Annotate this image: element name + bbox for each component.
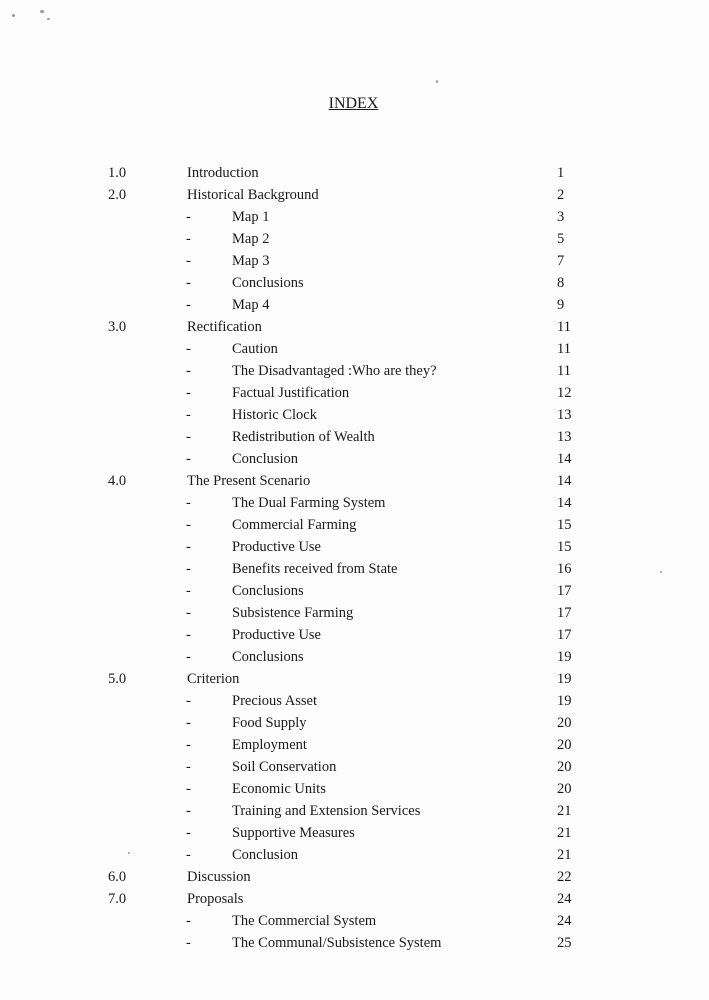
page-number: 15 [557,539,572,555]
entry-label: The Disadvantaged :Who are they? [232,363,437,379]
entry-label: Rectification [187,319,262,335]
toc-section [0,668,709,690]
toc-subentry [0,558,709,580]
toc-subentry [0,404,709,426]
page-number: 25 [557,935,572,951]
toc-subentry [0,800,709,822]
entry-label: Historical Background [187,187,319,203]
subentry-dash: - [186,693,191,709]
subentry-dash: - [186,737,191,753]
entry-label: Subsistence Farming [232,605,354,621]
page-number: 20 [557,759,572,775]
entry-label: Map 2 [232,231,270,247]
entry-label: Supportive Measures [232,825,355,841]
toc-subentry [0,756,709,778]
subentry-dash: - [186,649,191,665]
page-number: 16 [557,561,572,577]
entry-label: Precious Asset [232,693,317,709]
subentry-dash: - [186,825,191,841]
entry-label: Training and Extension Services [232,803,421,819]
index-title [0,95,709,113]
toc-subentry [0,448,709,470]
toc-subentry [0,822,709,844]
toc-section [0,866,709,888]
toc-subentry [0,646,709,668]
page-number: 19 [557,671,572,687]
page-number: 7 [557,253,565,269]
entry-label: Conclusion [232,847,299,863]
toc-subentry [0,294,709,316]
entry-label: Caution [232,341,278,357]
page-number: 21 [557,825,572,841]
subentry-dash: - [186,407,191,423]
toc-section [0,162,709,184]
subentry-dash: - [186,715,191,731]
scan-speck [12,14,15,17]
toc-section [0,470,709,492]
scan-speck [47,18,50,20]
subentry-dash: - [186,935,191,951]
subentry-dash: - [186,297,191,313]
page-number: 11 [557,363,571,379]
page-number: 11 [557,319,571,335]
page-number: 12 [557,385,572,401]
page-number: 14 [557,473,572,489]
page-number: 17 [557,605,572,621]
scan-speck [436,80,438,83]
toc-subentry [0,206,709,228]
page-number: 14 [557,495,572,511]
toc-subentry [0,734,709,756]
subentry-dash: - [186,627,191,643]
subentry-dash: - [186,385,191,401]
section-number: 3.0 [108,319,127,335]
page-number: 24 [557,891,572,907]
toc-subentry [0,778,709,800]
section-number: 4.0 [108,473,127,489]
subentry-dash: - [186,275,191,291]
toc-subentry [0,536,709,558]
page-number: 5 [557,231,565,247]
entry-label: Map 4 [232,297,270,313]
page-number: 9 [557,297,565,313]
subentry-dash: - [186,363,191,379]
entry-label: Map 1 [232,209,270,225]
entry-label: Redistribution of Wealth [232,429,375,445]
toc-subentry [0,910,709,932]
toc-section [0,316,709,338]
toc-subentry [0,580,709,602]
page-number: 2 [557,187,565,203]
page-number: 24 [557,913,572,929]
toc-subentry [0,690,709,712]
entry-label: Soil Conservation [232,759,337,775]
toc-subentry [0,272,709,294]
page-number: 20 [557,737,572,753]
entry-label: Conclusions [232,583,304,599]
entry-label: Discussion [187,869,251,885]
toc-subentry [0,382,709,404]
subentry-dash: - [186,561,191,577]
section-number: 1.0 [108,165,127,181]
toc-subentry [0,602,709,624]
subentry-dash: - [186,847,191,863]
subentry-dash: - [186,781,191,797]
toc-subentry [0,360,709,382]
entry-label: Historic Clock [232,407,317,423]
toc-subentry [0,250,709,272]
subentry-dash: - [186,495,191,511]
section-number: 5.0 [108,671,127,687]
entry-label: Benefits received from State [232,561,398,577]
entry-label: Economic Units [232,781,326,797]
page-number: 21 [557,847,572,863]
page-number: 13 [557,407,572,423]
page-number: 1 [557,165,565,181]
toc-subentry [0,932,709,954]
toc-section [0,888,709,910]
entry-label: The Communal/Subsistence System [232,935,442,951]
toc-subentry [0,492,709,514]
entry-label: Productive Use [232,627,321,643]
subentry-dash: - [186,539,191,555]
subentry-dash: - [186,759,191,775]
entry-label: Conclusions [232,275,304,291]
page-number: 11 [557,341,571,357]
entry-label: Conclusion [232,451,299,467]
toc-subentry [0,426,709,448]
page-number: 19 [557,649,572,665]
page-number: 17 [557,583,572,599]
page-number: 3 [557,209,565,225]
subentry-dash: - [186,605,191,621]
toc-section [0,184,709,206]
page-number: 19 [557,693,572,709]
subentry-dash: - [186,583,191,599]
section-number: 2.0 [108,187,127,203]
subentry-dash: - [186,913,191,929]
subentry-dash: - [186,341,191,357]
toc-subentry [0,712,709,734]
page-number: 8 [557,275,565,291]
entry-label: Factual Justification [232,385,350,401]
page-number: 13 [557,429,572,445]
entry-label: Commercial Farming [232,517,357,533]
entry-label: Proposals [187,891,244,907]
toc-subentry [0,844,709,866]
entry-label: The Commercial System [232,913,377,929]
section-number: 7.0 [108,891,127,907]
entry-label: Food Supply [232,715,307,731]
page-number: 15 [557,517,572,533]
scan-speck [40,10,44,13]
section-number: 6.0 [108,869,127,885]
subentry-dash: - [186,253,191,269]
entry-label: Productive Use [232,539,321,555]
entry-label: Introduction [187,165,259,181]
subentry-dash: - [186,429,191,445]
page-number: 17 [557,627,572,643]
index-title-text: INDEX [328,95,379,112]
entry-label: Employment [232,737,307,753]
entry-label: The Present Scenario [187,473,311,489]
toc-subentry [0,228,709,250]
subentry-dash: - [186,517,191,533]
toc-subentry [0,514,709,536]
subentry-dash: - [186,209,191,225]
page-number: 20 [557,715,572,731]
page-number: 14 [557,451,572,467]
page-number: 22 [557,869,572,885]
entry-label: Criterion [187,671,240,687]
toc-subentry [0,338,709,360]
entry-label: Map 3 [232,253,270,269]
entry-label: The Dual Farming System [232,495,386,511]
entry-label: Conclusions [232,649,304,665]
page-number: 21 [557,803,572,819]
page-number: 20 [557,781,572,797]
subentry-dash: - [186,803,191,819]
subentry-dash: - [186,231,191,247]
toc-subentry [0,624,709,646]
subentry-dash: - [186,451,191,467]
table-of-contents [0,162,709,954]
